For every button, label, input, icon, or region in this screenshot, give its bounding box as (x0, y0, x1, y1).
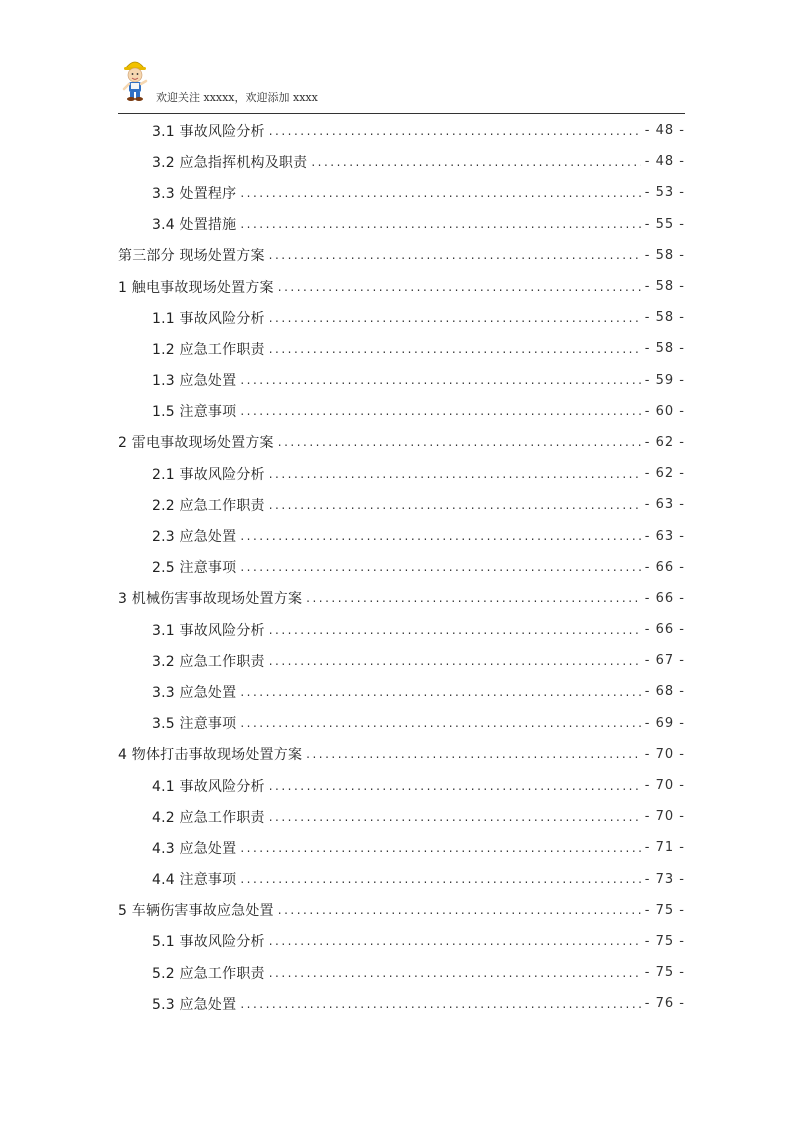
toc-entry-title: 5.2 应急工作职责 (152, 965, 265, 982)
toc-entry-title: 3.5 注意事项 (152, 716, 237, 733)
toc-dot-leader (269, 932, 641, 950)
toc-entry-title: 4.1 事故风险分析 (152, 778, 265, 795)
toc-entry-page-number: - 58 - (644, 247, 685, 263)
toc-entry-page-number: - 62 - (644, 434, 685, 450)
toc-dot-leader (269, 621, 641, 639)
toc-dot-leader (269, 808, 641, 826)
toc-entry-page-number: - 67 - (644, 653, 685, 669)
toc-entry-page-number: - 73 - (644, 871, 685, 887)
toc-dot-leader (311, 153, 640, 171)
toc-entry-title: 2.2 应急工作职责 (152, 497, 265, 514)
toc-entry[interactable] (118, 146, 685, 177)
toc-dot-leader (306, 589, 641, 607)
toc-entry-page-number: - 75 - (644, 902, 685, 918)
toc-entry[interactable] (118, 708, 685, 739)
toc-entry[interactable] (118, 583, 685, 614)
toc-entry-title: 2.1 事故风险分析 (152, 466, 265, 483)
toc-entry-page-number: - 48 - (644, 154, 685, 170)
toc-entry-page-number: - 75 - (644, 933, 685, 949)
toc-entry-title: 3.2 应急指挥机构及职责 (152, 154, 308, 171)
toc-dot-leader (240, 870, 640, 888)
toc-entry-page-number: - 63 - (644, 528, 685, 544)
toc-entry-title: 1.3 应急处置 (152, 373, 237, 390)
toc-entry-page-number: - 59 - (644, 372, 685, 388)
toc-entry-title: 3.2 应急工作职责 (152, 653, 265, 670)
toc-entry-page-number: - 66 - (644, 590, 685, 606)
toc-entry[interactable] (118, 365, 685, 396)
toc-entry-title: 5.1 事故风险分析 (152, 934, 265, 951)
toc-dot-leader (240, 558, 640, 576)
toc-entry-page-number: - 70 - (644, 778, 685, 794)
toc-entry-title: 3 机械伤害事故现场处置方案 (118, 591, 303, 608)
toc-dot-leader (278, 901, 641, 919)
toc-entry[interactable] (118, 209, 685, 240)
toc-entry[interactable] (118, 926, 685, 957)
toc-entry[interactable] (118, 645, 685, 676)
toc-entry[interactable] (118, 177, 685, 208)
toc-entry-title: 4 物体打击事故现场处置方案 (118, 747, 303, 764)
toc-dot-leader (240, 402, 640, 420)
toc-dot-leader (269, 340, 641, 358)
toc-entry-title: 1 触电事故现场处置方案 (118, 279, 274, 296)
toc-entry-title: 3.4 处置措施 (152, 217, 237, 234)
toc-entry[interactable] (118, 739, 685, 770)
toc-entry[interactable] (118, 271, 685, 302)
toc-entry-title: 4.2 应急工作职责 (152, 809, 265, 826)
toc-entry-page-number: - 48 - (644, 123, 685, 139)
toc-entry-page-number: - 62 - (644, 466, 685, 482)
toc-entry-page-number: - 58 - (644, 341, 685, 357)
toc-entry[interactable] (118, 458, 685, 489)
toc-entry[interactable] (118, 770, 685, 801)
toc-entry[interactable] (118, 552, 685, 583)
toc-entry-title: 3.3 应急处置 (152, 684, 237, 701)
toc-dot-leader (278, 278, 641, 296)
toc-entry[interactable] (118, 614, 685, 645)
construction-worker-mascot-icon (120, 56, 150, 102)
page-header (118, 56, 685, 114)
toc-entry[interactable] (118, 801, 685, 832)
toc-entry-title: 5.3 应急处置 (152, 996, 237, 1013)
toc-dot-leader (240, 995, 640, 1013)
toc-entry-title: 2.5 注意事项 (152, 560, 237, 577)
toc-dot-leader (269, 777, 641, 795)
toc-entry-title: 2 雷电事故现场处置方案 (118, 435, 274, 452)
toc-entry-page-number: - 58 - (644, 310, 685, 326)
toc-entry-title: 3.1 事故风险分析 (152, 123, 265, 140)
toc-entry-page-number: - 70 - (644, 809, 685, 825)
toc-entry-title: 4.3 应急处置 (152, 840, 237, 857)
toc-entry-page-number: - 76 - (644, 996, 685, 1012)
toc-entry-title: 第三部分 现场处置方案 (118, 248, 265, 265)
toc-entry-page-number: - 58 - (644, 279, 685, 295)
header-text: 欢迎关注 xxxxx，欢迎添加 xxxx (156, 91, 318, 104)
toc-entry[interactable] (118, 988, 685, 1019)
toc-dot-leader (269, 309, 641, 327)
toc-dot-leader (269, 496, 641, 514)
toc-entry-page-number: - 75 - (644, 965, 685, 981)
table-of-contents (118, 115, 685, 1019)
toc-dot-leader (240, 683, 640, 701)
toc-entry[interactable] (118, 957, 685, 988)
toc-entry[interactable] (118, 864, 685, 895)
toc-entry-page-number: - 53 - (644, 185, 685, 201)
toc-entry[interactable] (118, 832, 685, 863)
toc-dot-leader (240, 839, 640, 857)
toc-entry-title: 4.4 注意事项 (152, 872, 237, 889)
toc-entry-title: 2.3 应急处置 (152, 529, 237, 546)
toc-entry[interactable] (118, 302, 685, 333)
toc-entry-page-number: - 68 - (644, 684, 685, 700)
toc-dot-leader (269, 652, 641, 670)
toc-dot-leader (240, 215, 640, 233)
toc-dot-leader (240, 714, 640, 732)
toc-dot-leader (269, 246, 641, 264)
toc-entry[interactable] (118, 333, 685, 364)
toc-dot-leader (306, 745, 641, 763)
toc-entry[interactable] (118, 895, 685, 926)
toc-dot-leader (269, 964, 641, 982)
toc-entry-title: 3.1 事故风险分析 (152, 622, 265, 639)
toc-entry-page-number: - 66 - (644, 622, 685, 638)
toc-dot-leader (269, 465, 641, 483)
toc-entry[interactable] (118, 489, 685, 520)
toc-entry[interactable] (118, 115, 685, 146)
toc-entry-title: 1.5 注意事项 (152, 404, 237, 421)
toc-dot-leader (269, 122, 641, 140)
toc-entry[interactable] (118, 427, 685, 458)
toc-dot-leader (240, 371, 640, 389)
toc-entry[interactable] (118, 520, 685, 551)
toc-entry-page-number: - 60 - (644, 403, 685, 419)
toc-entry-title: 1.2 应急工作职责 (152, 341, 265, 358)
toc-entry-page-number: - 66 - (644, 559, 685, 575)
toc-entry-page-number: - 71 - (644, 840, 685, 856)
toc-entry-title: 3.3 处置程序 (152, 185, 237, 202)
toc-dot-leader (240, 527, 640, 545)
toc-dot-leader (278, 433, 641, 451)
toc-dot-leader (240, 184, 640, 202)
toc-entry[interactable] (118, 240, 685, 271)
toc-entry-page-number: - 55 - (644, 216, 685, 232)
toc-entry[interactable] (118, 396, 685, 427)
toc-entry[interactable] (118, 676, 685, 707)
toc-entry-title: 5 车辆伤害事故应急处置 (118, 903, 274, 920)
toc-entry-page-number: - 69 - (644, 715, 685, 731)
toc-entry-page-number: - 70 - (644, 746, 685, 762)
toc-entry-page-number: - 63 - (644, 497, 685, 513)
toc-entry-title: 1.1 事故风险分析 (152, 310, 265, 327)
